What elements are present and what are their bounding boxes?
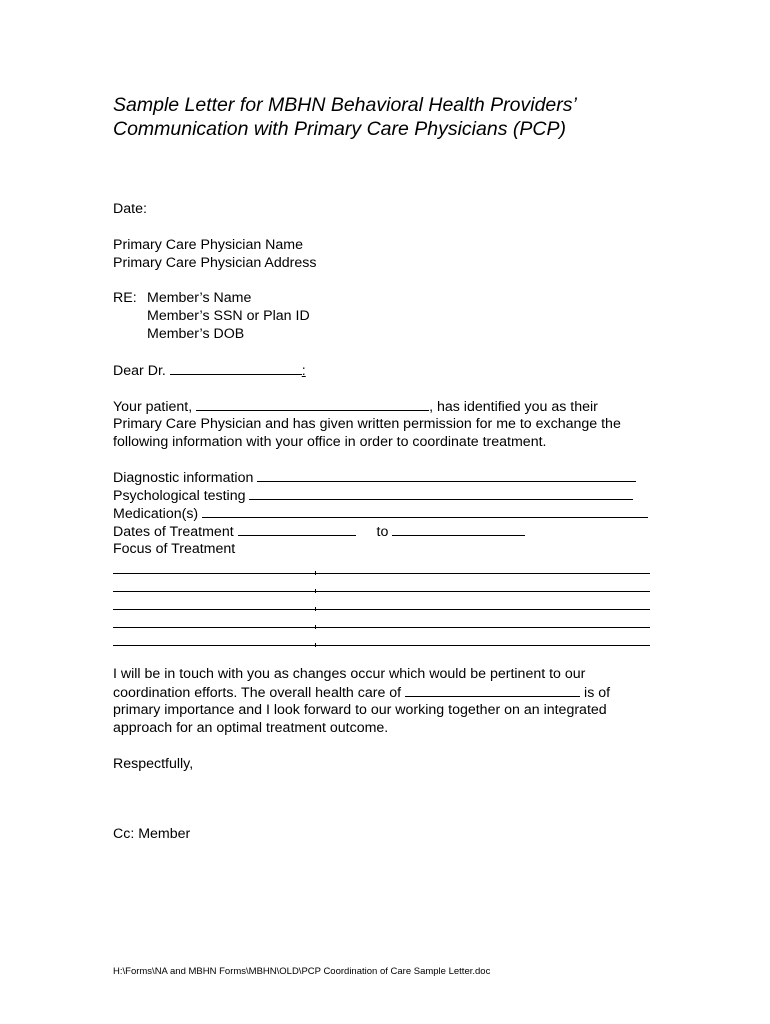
dates-to-label: to [376, 524, 389, 540]
focus-line [113, 609, 650, 610]
medications-field [113, 504, 673, 523]
psych-field [113, 486, 673, 505]
re-member-id: Member’s SSN or Plan ID [147, 308, 310, 324]
focus-line [113, 627, 650, 628]
dates-label: Dates of Treatment [113, 524, 234, 540]
focus-line [113, 573, 650, 574]
recipient-address: Primary Care Physician Address [113, 255, 317, 271]
focus-line [113, 645, 650, 646]
closing-line-2a: coordination efforts. The overall health care of [113, 685, 402, 701]
cc-line: Cc: Member [113, 826, 191, 842]
focus-label: Focus of Treatment [113, 541, 236, 557]
doctor-name-blank [170, 361, 302, 375]
intro-line-2: Primary Care Physician and has given written permission for me to exchange the [113, 416, 621, 432]
intro-line-1 [113, 397, 673, 416]
health-care-blank [405, 683, 580, 697]
intro-part-2: , has identified you as their [429, 399, 598, 415]
closing-line-2b: is of [584, 685, 611, 701]
re-member-dob: Member’s DOB [147, 326, 245, 342]
focus-line [113, 591, 650, 592]
re-member-name: Member’s Name [147, 290, 252, 306]
salutation-text: Dear Dr. [113, 363, 166, 379]
closing-line-1: I will be in touch with you as changes occur which would be pertinent to our [113, 666, 586, 682]
salutation-colon: : [301, 363, 306, 379]
date-label: Date: [113, 201, 147, 217]
dates-from-blank [238, 522, 356, 536]
recipient-name: Primary Care Physician Name [113, 237, 304, 253]
patient-name-blank [196, 397, 429, 411]
intro-line-3: following information with your office in order to coordinate treatment. [113, 434, 547, 450]
title-line-2: Communication with Primary Care Physicians (PCP) [113, 118, 566, 140]
closing-line-3: primary importance and I look forward to our working together on an integrated [113, 702, 607, 718]
psych-blank [249, 486, 633, 500]
closing-line-4: approach for an optimal treatment outcome. [113, 720, 389, 736]
footer-file-path: H:\Forms\NA and MBHN Forms\MBHN\OLD\PCP Coordination of Care Sample Letter.doc [113, 966, 491, 977]
salutation [113, 361, 673, 380]
signoff: Respectfully, [113, 756, 194, 772]
medications-blank [202, 504, 648, 518]
psych-label: Psychological testing [113, 488, 246, 504]
closing-line-2 [113, 683, 673, 702]
dates-to-blank [392, 522, 525, 536]
dates-field [113, 522, 673, 541]
re-label: RE: [113, 290, 137, 306]
diagnostic-label: Diagnostic information [113, 470, 254, 486]
diagnostic-blank [257, 468, 636, 482]
intro-part-1: Your patient, [113, 399, 193, 415]
diagnostic-field [113, 468, 673, 487]
title-line-1: Sample Letter for MBHN Behavioral Health Providers’ [113, 94, 577, 116]
letter-title [113, 93, 673, 141]
medications-label: Medication(s) [113, 506, 199, 522]
